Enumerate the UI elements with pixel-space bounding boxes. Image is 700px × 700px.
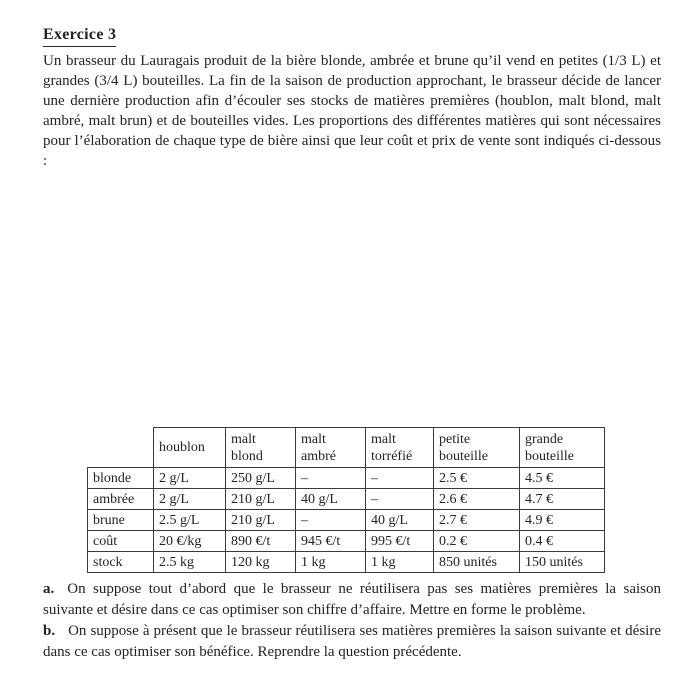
row-label-stock: stock xyxy=(88,552,154,573)
cell-stock-grande-bouteille: 150 unités xyxy=(520,552,605,573)
column-header-grande-bouteille: grande bouteille xyxy=(520,428,605,468)
cell-brune-malt-ambre: – xyxy=(296,510,366,531)
cell-ambree-malt-blond: 210 g/L xyxy=(226,489,296,510)
column-header-malt-ambre: malt ambré xyxy=(296,428,366,468)
table-row-brune xyxy=(88,510,605,531)
cell-ambree-houblon: 2 g/L xyxy=(154,489,226,510)
question-b-label: b. xyxy=(43,623,56,639)
cell-ambree-grande-bouteille: 4.7 € xyxy=(520,489,605,510)
cell-brune-malt-torrefie: 40 g/L xyxy=(366,510,434,531)
cell-cout-malt-ambre: 945 €/t xyxy=(296,531,366,552)
cell-stock-houblon: 2.5 kg xyxy=(154,552,226,573)
cell-stock-malt-torrefie: 1 kg xyxy=(366,552,434,573)
cell-cout-malt-blond: 890 €/t xyxy=(226,531,296,552)
cell-brune-petite-bouteille: 2.7 € xyxy=(434,510,520,531)
table-corner-cell xyxy=(88,428,154,468)
cell-ambree-malt-torrefie: – xyxy=(366,489,434,510)
cell-cout-houblon: 20 €/kg xyxy=(154,531,226,552)
questions-section xyxy=(43,579,661,663)
table-row-blonde xyxy=(88,468,605,489)
cell-brune-houblon: 2.5 g/L xyxy=(154,510,226,531)
cell-stock-malt-ambre: 1 kg xyxy=(296,552,366,573)
row-label-ambree: ambrée xyxy=(88,489,154,510)
cell-brune-malt-blond: 210 g/L xyxy=(226,510,296,531)
table-row-stock xyxy=(88,552,605,573)
question-b xyxy=(43,621,661,663)
table-row-ambree xyxy=(88,489,605,510)
column-header-petite-bouteille: petite bouteille xyxy=(434,428,520,468)
cell-cout-grande-bouteille: 0.4 € xyxy=(520,531,605,552)
cell-blonde-petite-bouteille: 2.5 € xyxy=(434,468,520,489)
cell-stock-malt-blond: 120 kg xyxy=(226,552,296,573)
cell-blonde-houblon: 2 g/L xyxy=(154,468,226,489)
cell-stock-petite-bouteille: 850 unités xyxy=(434,552,520,573)
cell-cout-malt-torrefie: 995 €/t xyxy=(366,531,434,552)
column-header-malt-torrefie: malt torréfié xyxy=(366,428,434,468)
cell-cout-petite-bouteille: 0.2 € xyxy=(434,531,520,552)
intro-paragraph: Un brasseur du Lauragais produit de la bière blonde, ambrée et brune qu’il vend en petites (1/3 L) et grandes (3/4 L) bouteilles. La fin de la saison de production approchant, le brasseur décide de lancer une dernière production afin d’écouler ses stocks de matières premières (houblon, malt blond, malt ambré, malt brun) et de bouteilles vides. Les proportions des différentes matières qui sont nécessaires pour l’élaboration de chaque type de bière ainsi que leur coût et prix de vente sont indiqués ci-dessous : xyxy=(43,53,661,169)
cell-blonde-grande-bouteille: 4.5 € xyxy=(520,468,605,489)
question-a xyxy=(43,579,661,621)
ingredients-table xyxy=(87,427,605,573)
table-header-row xyxy=(88,428,605,468)
exercise-title: Exercice 3 xyxy=(43,26,116,47)
column-header-malt-blond: malt blond xyxy=(226,428,296,468)
cell-blonde-malt-ambre: – xyxy=(296,468,366,489)
cell-blonde-malt-blond: 250 g/L xyxy=(226,468,296,489)
row-label-blonde: blonde xyxy=(88,468,154,489)
column-header-houblon: houblon xyxy=(154,428,226,468)
cell-ambree-petite-bouteille: 2.6 € xyxy=(434,489,520,510)
row-label-brune: brune xyxy=(88,510,154,531)
row-label-cout: coût xyxy=(88,531,154,552)
question-a-text: On suppose tout d’abord que le brasseur ne réutilisera pas ses matières premières la saison suivante et désire dans ce cas optimiser son chiffre d’affaire. Mettre en forme le problème. xyxy=(43,581,661,618)
cell-ambree-malt-ambre: 40 g/L xyxy=(296,489,366,510)
cell-blonde-malt-torrefie: – xyxy=(366,468,434,489)
cell-brune-grande-bouteille: 4.9 € xyxy=(520,510,605,531)
table-row-cout xyxy=(88,531,605,552)
question-a-label: a. xyxy=(43,581,55,597)
question-b-text: On suppose à présent que le brasseur réutilisera ses matières premières la saison suivante et désire dans ce cas optimiser son bénéfice. Reprendre la question précédente. xyxy=(43,623,661,660)
